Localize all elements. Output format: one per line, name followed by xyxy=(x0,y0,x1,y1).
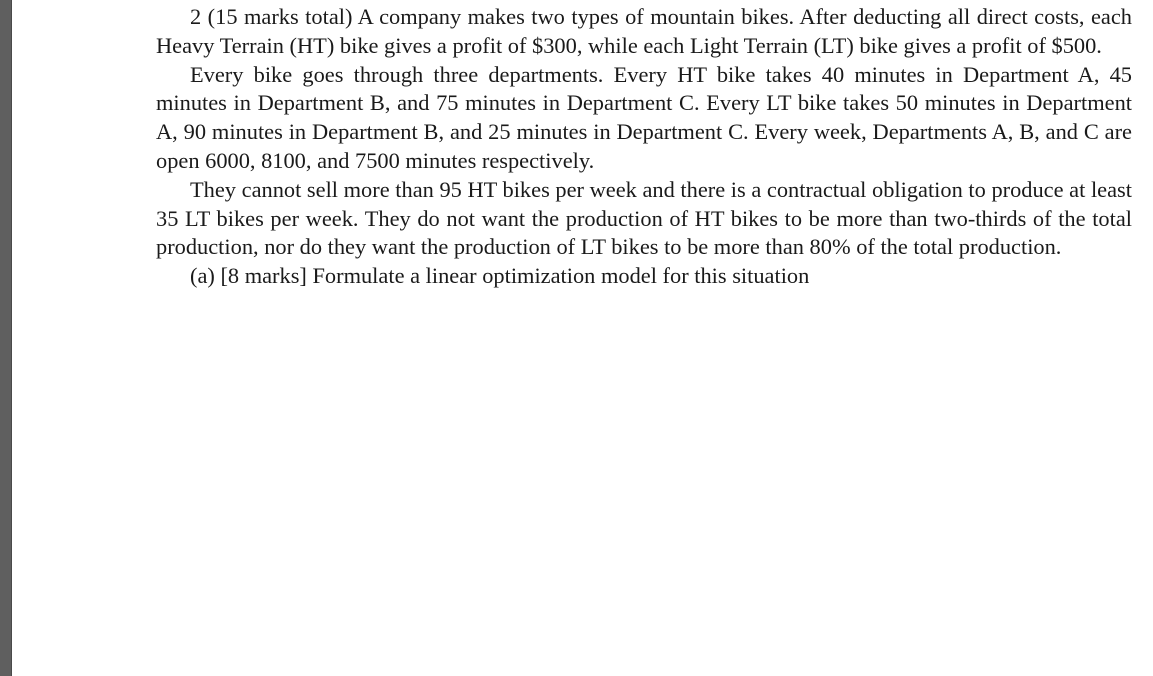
problem-text xyxy=(156,3,1132,291)
document-page xyxy=(12,0,1153,676)
constraints-paragraph: They cannot sell more than 95 HT bikes per week and there is a contractual obligation to produce at least 35 LT bikes per week. They do not want the production of HT bikes to be more than two-thirds of the total production, nor do they want the production of LT bikes to be more than 80% of the total production. xyxy=(156,176,1132,260)
question-a: (a) [8 marks] Formulate a linear optimization model for this situation xyxy=(190,263,810,289)
viewer-left-border xyxy=(0,0,12,676)
problem-intro-paragraph: 2 (15 marks total) A company makes two types of mountain bikes. After deducting all direct costs, each Heavy Terrain (HT) bike gives a profit of $300, while each Light Terrain (LT) bike gives a profit of $500. xyxy=(156,4,1132,58)
departments-paragraph: Every bike goes through three departments. Every HT bike takes 40 minutes in Department A, 45 minutes in Department B, and 75 minutes in Department C. Every LT bike takes 50 minutes in Department A, 90 minutes in Department B, and 25 minutes in Department C. Every week, Departments A, B, and C are open 6000, 8100, and 7500 minutes respectively. xyxy=(156,61,1132,173)
